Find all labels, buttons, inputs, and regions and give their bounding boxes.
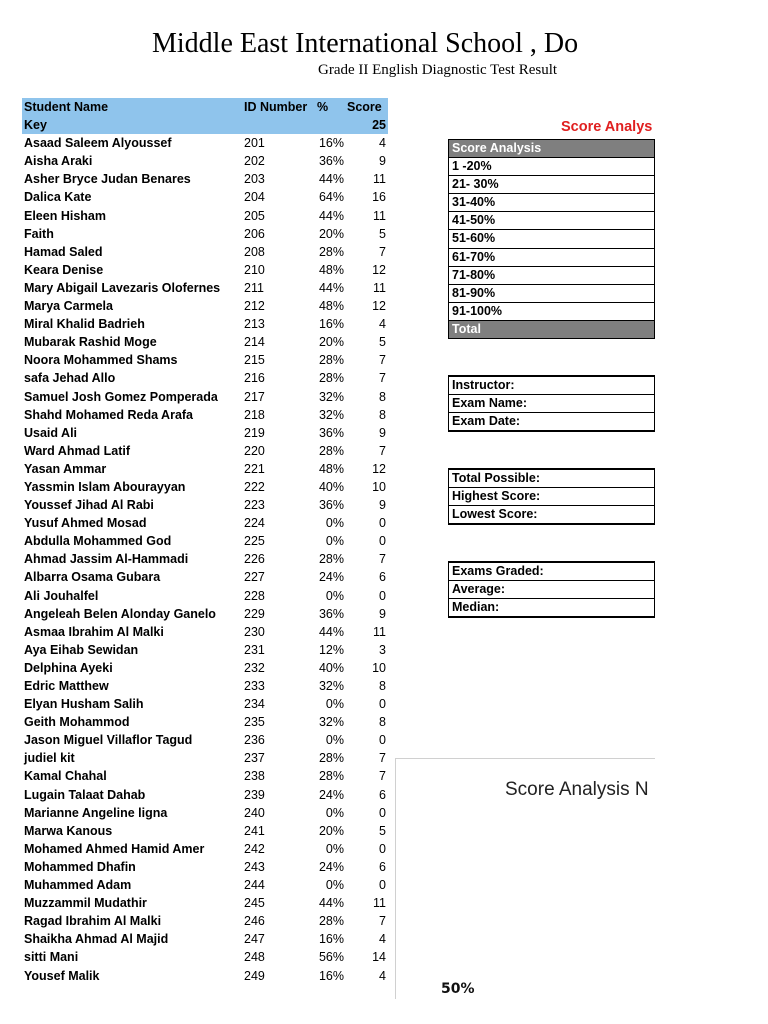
key-score: 25 (372, 118, 386, 133)
percent-cell: 40% (318, 660, 344, 675)
table-row (22, 948, 388, 966)
id-number-cell: 243 (244, 859, 265, 874)
percent-cell: 16% (318, 317, 344, 332)
student-name-cell: safa Jehad Allo (24, 371, 116, 386)
student-name-cell: Shahd Mohamed Reda Arafa (24, 407, 194, 422)
table-row (22, 695, 388, 713)
score-cell: 11 (373, 280, 386, 295)
score-cell: 0 (379, 733, 386, 748)
id-number-cell: 234 (244, 697, 265, 712)
percent-cell: 36% (318, 154, 344, 169)
score-cell: 11 (373, 172, 386, 187)
percent-cell: 28% (318, 552, 344, 567)
student-name-cell: Eleen Hisham (24, 208, 106, 223)
percent-cell: 40% (318, 479, 344, 494)
percent-cell: 44% (318, 896, 344, 911)
score-cell: 9 (379, 606, 386, 621)
percent-cell: 28% (318, 443, 344, 458)
student-name-cell: Ahmad Jassim Al-Hammadi (24, 552, 189, 567)
percent-cell: 44% (318, 624, 344, 639)
table-row (22, 261, 388, 279)
percent-cell: 20% (318, 823, 344, 838)
percent-cell: 56% (318, 950, 344, 965)
score-cell: 6 (379, 570, 386, 585)
percent-cell: 0% (325, 733, 344, 748)
score-cell: 0 (379, 878, 386, 893)
score-cell: 4 (379, 932, 386, 947)
score-cell: 0 (379, 588, 386, 603)
percent-cell: 12% (318, 642, 344, 657)
student-name-cell: Abdulla Mohammed God (24, 534, 172, 549)
percent-cell: 36% (318, 498, 344, 513)
table-row (22, 930, 388, 948)
table-row (22, 333, 388, 351)
percent-cell: 0% (325, 805, 344, 820)
score-analysis-header: Score Analysis (449, 140, 655, 158)
percent-cell: 36% (318, 425, 344, 440)
id-number-cell: 240 (244, 805, 265, 820)
column-header-percent: % (317, 100, 329, 114)
id-number-cell: 227 (244, 570, 265, 585)
id-number-cell: 201 (244, 136, 265, 151)
percent-cell: 28% (318, 244, 344, 259)
chart-title: Score Analysis N (505, 779, 649, 800)
student-name-cell: Aisha Araki (24, 154, 93, 169)
table-row (22, 207, 388, 225)
score-cell: 0 (379, 805, 386, 820)
id-number-cell: 247 (244, 932, 265, 947)
student-name-cell: Dalica Kate (24, 190, 92, 205)
student-name-cell: Marwa Kanous (24, 823, 113, 838)
score-analysis-total: Total (449, 321, 655, 339)
percent-cell: 44% (318, 280, 344, 295)
score-cell: 7 (379, 751, 386, 766)
score-cell: 16 (372, 190, 386, 205)
table-row (22, 822, 388, 840)
percent-cell: 16% (318, 932, 344, 947)
score-cell: 4 (379, 317, 386, 332)
id-number-cell: 208 (244, 244, 265, 259)
score-cell: 12 (372, 461, 386, 476)
score-cell: 8 (379, 407, 386, 422)
score-cell: 10 (372, 660, 386, 675)
table-row (22, 894, 388, 912)
score-cell: 7 (379, 443, 386, 458)
student-name-cell: Mubarak Rashid Moge (24, 335, 157, 350)
id-number-cell: 206 (244, 226, 265, 241)
student-name-cell: Aya Eihab Sewidan (24, 642, 139, 657)
percent-cell: 48% (318, 461, 344, 476)
table-row (22, 858, 388, 876)
id-number-cell: 216 (244, 371, 265, 386)
id-number-cell: 237 (244, 751, 265, 766)
median-field: Median: (449, 599, 655, 618)
graded-info-box (448, 561, 655, 618)
id-number-cell: 202 (244, 154, 265, 169)
id-number-cell: 205 (244, 208, 265, 223)
id-number-cell: 232 (244, 660, 265, 675)
id-number-cell: 248 (244, 950, 265, 965)
student-name-cell: Yusuf Ahmed Mosad (24, 516, 147, 531)
score-range-row: 91-100% (449, 303, 655, 321)
id-number-cell: 241 (244, 823, 265, 838)
id-number-cell: 212 (244, 299, 265, 314)
id-number-cell: 228 (244, 588, 265, 603)
id-number-cell: 233 (244, 679, 265, 693)
id-number-cell: 225 (244, 534, 265, 549)
student-name-cell: sitti Mani (24, 950, 79, 965)
student-name-cell: Youssef Jihad Al Rabi (24, 498, 154, 513)
student-name-cell: Usaid Ali (24, 425, 78, 440)
student-name-cell: Muhammed Adam (24, 878, 132, 893)
table-row (22, 967, 388, 985)
score-cell: 7 (379, 914, 386, 929)
percent-cell: 28% (318, 371, 344, 386)
id-number-cell: 236 (244, 733, 265, 748)
score-cell: 6 (379, 859, 386, 874)
score-cell: 5 (379, 823, 386, 838)
table-row (22, 406, 388, 424)
percent-cell: 16% (318, 136, 344, 151)
score-analysis-table (448, 139, 655, 339)
score-cell: 5 (379, 335, 386, 350)
percent-cell: 24% (318, 859, 344, 874)
table-row (22, 496, 388, 514)
id-number-cell: 213 (244, 317, 265, 332)
score-cell: 9 (379, 154, 386, 169)
score-cell: 14 (372, 950, 386, 965)
id-number-cell: 223 (244, 498, 265, 513)
score-cell: 6 (379, 787, 386, 802)
score-cell: 0 (379, 516, 386, 531)
student-name-cell: Asmaa Ibrahim Al Malki (24, 624, 164, 639)
score-range-list (449, 158, 655, 321)
table-row (22, 713, 388, 731)
percent-cell: 0% (325, 534, 344, 549)
table-key-row (22, 116, 388, 134)
score-cell: 5 (379, 226, 386, 241)
student-name-cell: Geith Mohammod (24, 715, 130, 730)
score-info-box (448, 468, 655, 525)
score-cell: 11 (373, 208, 386, 223)
table-row (22, 605, 388, 623)
table-row (22, 514, 388, 532)
percent-cell: 20% (318, 226, 344, 241)
id-number-cell: 218 (244, 407, 265, 422)
percent-cell: 0% (325, 878, 344, 893)
table-row (22, 279, 388, 297)
student-name-cell: Shaikha Ahmad Al Majid (24, 932, 169, 947)
column-header-id-number: ID Number (244, 100, 308, 114)
percent-cell: 0% (325, 697, 344, 712)
table-row (22, 225, 388, 243)
table-header-row (22, 98, 388, 116)
page-subtitle: Grade II English Diagnostic Test Result (318, 62, 558, 78)
total-possible-field: Total Possible: (449, 470, 655, 488)
table-row (22, 243, 388, 261)
percent-cell: 28% (318, 769, 344, 784)
score-cell: 8 (379, 715, 386, 730)
score-cell: 0 (379, 841, 386, 856)
percent-cell: 0% (325, 516, 344, 531)
id-number-cell: 242 (244, 841, 265, 856)
score-cell: 4 (379, 968, 386, 983)
table-row (22, 424, 388, 442)
score-cell: 10 (372, 479, 386, 494)
score-range-row: 81-90% (449, 285, 655, 303)
score-cell: 8 (379, 679, 386, 693)
id-number-cell: 211 (244, 280, 264, 295)
table-row (22, 912, 388, 930)
column-header-student-name: Student Name (24, 100, 109, 114)
student-name-cell: Ward Ahmad Latif (24, 443, 131, 458)
id-number-cell: 235 (244, 715, 265, 730)
percent-cell: 44% (318, 208, 344, 223)
student-name-cell: Faith (24, 226, 54, 241)
table-row (22, 749, 388, 767)
student-name-cell: Yasan Ammar (24, 461, 107, 476)
score-range-row: 51-60% (449, 230, 655, 248)
id-number-cell: 246 (244, 914, 265, 929)
student-name-cell: Ragad Ibrahim Al Malki (24, 914, 162, 929)
table-row (22, 152, 388, 170)
score-cell: 11 (373, 624, 386, 639)
score-range-row: 41-50% (449, 212, 655, 230)
percent-cell: 24% (318, 570, 344, 585)
percent-cell: 20% (318, 335, 344, 350)
table-row (22, 442, 388, 460)
table-row (22, 804, 388, 822)
score-range-row: 71-80% (449, 267, 655, 285)
score-analysis-chart (395, 758, 655, 999)
score-cell: 4 (379, 136, 386, 151)
score-cell: 0 (379, 697, 386, 712)
student-name-cell: Angeleah Belen Alonday Ganelo (24, 606, 216, 621)
student-name-cell: Asher Bryce Judan Benares (24, 172, 191, 187)
student-name-cell: Keara Denise (24, 262, 104, 277)
percent-cell: 32% (318, 679, 344, 693)
pie-chart (396, 759, 655, 999)
percent-cell: 48% (318, 299, 344, 314)
student-name-cell: Samuel Josh Gomez Pomperada (24, 389, 218, 404)
table-row (22, 587, 388, 605)
percent-cell: 44% (318, 172, 344, 187)
student-name-cell: Delphina Ayeki (24, 660, 113, 675)
id-number-cell: 210 (244, 262, 265, 277)
score-cell: 7 (379, 371, 386, 386)
lowest-score-field: Lowest Score: (449, 506, 655, 525)
column-header-score: Score (347, 100, 382, 114)
score-cell: 7 (379, 353, 386, 368)
student-name-cell: Muzzammil Mudathir (24, 896, 147, 911)
table-row (22, 677, 388, 695)
table-row (22, 731, 388, 749)
percent-cell: 36% (318, 606, 344, 621)
score-cell: 11 (373, 896, 386, 911)
student-name-cell: Kamal Chahal (24, 769, 107, 784)
student-name-cell: Marya Carmela (24, 299, 113, 314)
score-cell: 7 (379, 769, 386, 784)
score-cell: 9 (379, 425, 386, 440)
percent-cell: 28% (318, 914, 344, 929)
table-row (22, 388, 388, 406)
student-name-cell: Noora Mohammed Shams (24, 353, 178, 368)
score-range-row: 61-70% (449, 249, 655, 267)
id-number-cell: 219 (244, 425, 265, 440)
id-number-cell: 224 (244, 516, 265, 531)
id-number-cell: 229 (244, 606, 265, 621)
score-analysis-title: Score Analys (561, 119, 653, 135)
score-range-row: 1 -20% (449, 158, 655, 176)
table-row (22, 532, 388, 550)
page-title: Middle East International School , Do (152, 28, 579, 59)
table-row (22, 840, 388, 858)
student-name-cell: Ali Jouhalfel (24, 588, 99, 603)
student-name-cell: Elyan Husham Salih (24, 697, 144, 712)
exam-date-field: Exam Date: (449, 413, 655, 432)
student-name-cell: Mohamed Ahmed Hamid Amer (24, 841, 205, 856)
student-name-cell: Mohammed Dhafin (24, 859, 136, 874)
id-number-cell: 230 (244, 624, 265, 639)
student-name-cell: Jason Miguel Villaflor Tagud (24, 733, 193, 748)
instructor-field: Instructor: (449, 377, 655, 395)
exam-info-box (448, 375, 655, 432)
table-row (22, 659, 388, 677)
id-number-cell: 204 (244, 190, 265, 205)
table-row (22, 134, 388, 152)
percent-cell: 64% (318, 190, 344, 205)
average-field: Average: (449, 581, 655, 599)
table-row (22, 478, 388, 496)
table-row (22, 351, 388, 369)
percent-cell: 16% (318, 968, 344, 983)
percent-cell: 32% (318, 389, 344, 404)
student-name-cell: Marianne Angeline ligna (24, 805, 168, 820)
exam-name-field: Exam Name: (449, 395, 655, 413)
id-number-cell: 239 (244, 787, 265, 802)
id-number-cell: 217 (244, 389, 265, 404)
score-range-row: 21- 30% (449, 176, 655, 194)
table-row (22, 767, 388, 785)
exams-graded-field: Exams Graded: (449, 563, 655, 581)
table-row (22, 369, 388, 387)
score-cell: 7 (379, 244, 386, 259)
student-name-cell: Mary Abigail Lavezaris Olofernes (24, 280, 221, 295)
id-number-cell: 214 (244, 335, 265, 350)
id-number-cell: 244 (244, 878, 265, 893)
student-name-cell: Albarra Osama Gubara (24, 570, 161, 585)
score-range-row: 31-40% (449, 194, 655, 212)
table-body (22, 134, 388, 984)
id-number-cell: 203 (244, 172, 265, 187)
student-name-cell: Hamad Saled (24, 244, 103, 259)
table-row (22, 786, 388, 804)
percent-cell: 0% (325, 588, 344, 603)
percent-cell: 28% (318, 353, 344, 368)
student-name-cell: Asaad Saleem Alyoussef (24, 136, 172, 151)
student-table (22, 98, 388, 985)
score-cell: 8 (379, 389, 386, 404)
id-number-cell: 215 (244, 353, 265, 368)
percent-cell: 32% (318, 715, 344, 730)
table-row (22, 315, 388, 333)
percent-cell: 28% (318, 751, 344, 766)
score-cell: 9 (379, 498, 386, 513)
table-row (22, 188, 388, 206)
table-row (22, 568, 388, 586)
percent-cell: 24% (318, 787, 344, 802)
table-row (22, 297, 388, 315)
highest-score-field: Highest Score: (449, 488, 655, 506)
id-number-cell: 226 (244, 552, 265, 567)
score-cell: 12 (372, 262, 386, 277)
score-cell: 12 (372, 299, 386, 314)
pie-slice-label: 50% (441, 981, 475, 997)
id-number-cell: 220 (244, 443, 265, 458)
score-cell: 3 (379, 642, 386, 657)
id-number-cell: 231 (244, 642, 265, 657)
percent-cell: 32% (318, 407, 344, 422)
table-row (22, 876, 388, 894)
table-row (22, 170, 388, 188)
id-number-cell: 249 (244, 968, 265, 983)
student-name-cell: Lugain Talaat Dahab (24, 787, 146, 802)
student-name-cell: judiel kit (24, 751, 75, 766)
id-number-cell: 245 (244, 896, 265, 911)
percent-cell: 0% (325, 841, 344, 856)
score-cell: 0 (379, 534, 386, 549)
score-cell: 7 (379, 552, 386, 567)
id-number-cell: 238 (244, 769, 265, 784)
table-row (22, 641, 388, 659)
table-row (22, 550, 388, 568)
id-number-cell: 221 (244, 461, 265, 476)
percent-cell: 48% (318, 262, 344, 277)
student-name-cell: Miral Khalid Badrieh (24, 317, 145, 332)
table-row (22, 623, 388, 641)
table-row (22, 460, 388, 478)
student-name-cell: Yassmin Islam Abourayyan (24, 479, 186, 494)
student-name-cell: Edric Matthew (24, 679, 109, 693)
student-name-cell: Yousef Malik (24, 968, 100, 983)
key-label: Key (24, 118, 47, 133)
id-number-cell: 222 (244, 479, 265, 494)
